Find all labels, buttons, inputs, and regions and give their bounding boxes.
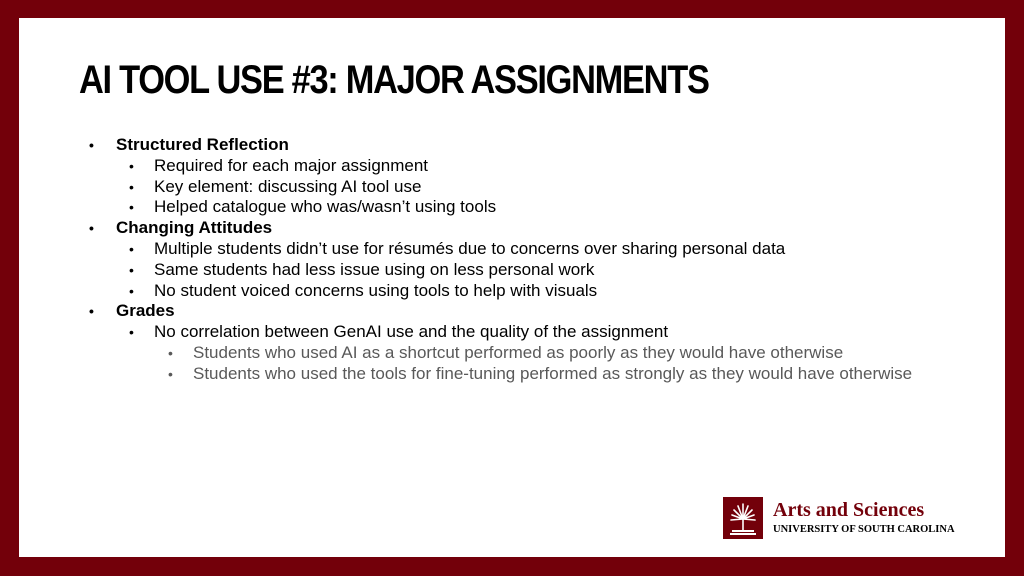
sub-sub-bullet: • Students who used the tools for fine-tuning performed as strongly as they would have otherwise — [89, 364, 949, 385]
bullet-grades: • Grades — [89, 301, 949, 322]
bullet-structured-reflection: • Structured Reflection — [89, 135, 949, 156]
palmetto-tree-icon — [723, 497, 763, 539]
sub-bullet: • Same students had less issue using on less personal work — [89, 260, 949, 281]
college-logo — [723, 497, 983, 541]
sub-sub-bullet: • Students who used AI as a shortcut performed as poorly as they would have otherwise — [89, 343, 949, 364]
sub-bullet: • No student voiced concerns using tools to help with visuals — [89, 281, 949, 302]
sub-bullet: • Multiple students didn’t use for résumés due to concerns over sharing personal data — [89, 239, 949, 260]
bullet-changing-attitudes: • Changing Attitudes — [89, 218, 949, 239]
slide — [19, 18, 1005, 557]
sub-bullet: • Helped catalogue who was/wasn’t using tools — [89, 197, 949, 218]
sub-bullet: • No correlation between GenAI use and the quality of the assignment — [89, 322, 949, 343]
bullet-list — [89, 135, 949, 385]
slide-title: AI TOOL USE #3: MAJOR ASSIGNMENTS — [79, 58, 709, 102]
sub-bullet: • Required for each major assignment — [89, 156, 949, 177]
logo-university: UNIVERSITY OF SOUTH CAROLINA — [773, 524, 955, 535]
logo-name: Arts and Sciences — [773, 499, 925, 521]
sub-bullet: • Key element: discussing AI tool use — [89, 177, 949, 198]
